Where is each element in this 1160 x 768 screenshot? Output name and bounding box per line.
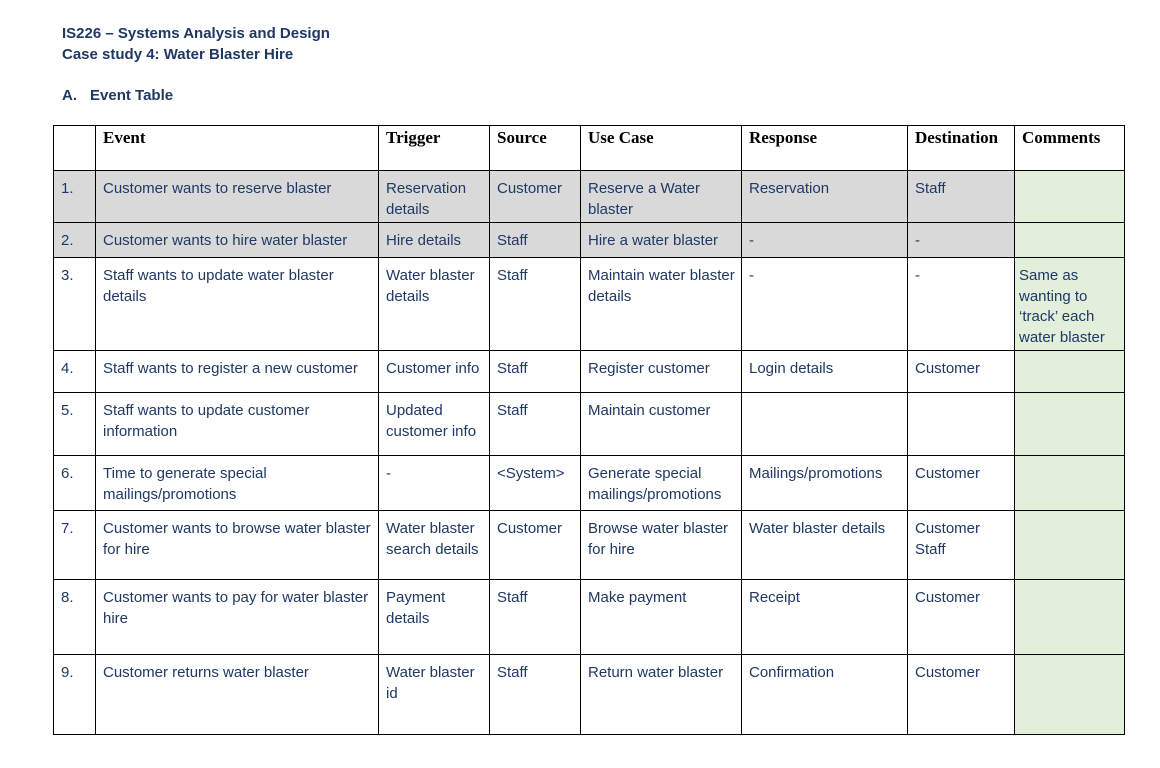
col-header-event: Event bbox=[96, 126, 379, 171]
row-number: 4. bbox=[54, 351, 96, 393]
comments-cell bbox=[1015, 511, 1125, 580]
response-cell: Confirmation bbox=[742, 655, 908, 735]
trigger-cell: Hire details bbox=[379, 223, 490, 258]
destination-cell: - bbox=[908, 258, 1015, 351]
col-header-response: Response bbox=[742, 126, 908, 171]
response-cell: Mailings/promotions bbox=[742, 456, 908, 511]
col-header-comments: Comments bbox=[1015, 126, 1125, 171]
col-header-use-case: Use Case bbox=[581, 126, 742, 171]
table-row bbox=[54, 258, 1125, 351]
col-header-trigger: Trigger bbox=[379, 126, 490, 171]
table-row bbox=[54, 223, 1125, 258]
trigger-cell: Updated customer info bbox=[379, 393, 490, 456]
destination-cell: Customer bbox=[908, 580, 1015, 655]
source-cell: <System> bbox=[490, 456, 581, 511]
use-case-cell: Return water blaster bbox=[581, 655, 742, 735]
trigger-cell: Water blaster id bbox=[379, 655, 490, 735]
use-case-cell: Maintain water blaster details bbox=[581, 258, 742, 351]
source-cell: Customer bbox=[490, 171, 581, 223]
course-title: IS226 – Systems Analysis and Design bbox=[62, 25, 330, 42]
response-cell: - bbox=[742, 258, 908, 351]
response-cell: Receipt bbox=[742, 580, 908, 655]
response-cell: - bbox=[742, 223, 908, 258]
table-row bbox=[54, 655, 1125, 735]
response-cell: Login details bbox=[742, 351, 908, 393]
source-cell: Staff bbox=[490, 580, 581, 655]
section-title: Event Table bbox=[90, 87, 174, 104]
use-case-cell: Maintain customer bbox=[581, 393, 742, 456]
trigger-cell: Reservation details bbox=[379, 171, 490, 223]
destination-cell bbox=[908, 393, 1015, 456]
destination-cell: Customer bbox=[908, 456, 1015, 511]
source-cell: Staff bbox=[490, 258, 581, 351]
col-header-destination: Destination bbox=[908, 126, 1015, 171]
col-header-number bbox=[54, 126, 96, 171]
section-heading bbox=[62, 85, 173, 106]
source-cell: Staff bbox=[490, 351, 581, 393]
row-number: 1. bbox=[54, 171, 96, 223]
event-cell: Time to generate special mailings/promotions bbox=[96, 456, 379, 511]
comments-cell bbox=[1015, 580, 1125, 655]
use-case-cell: Make payment bbox=[581, 580, 742, 655]
event-cell: Customer returns water blaster bbox=[96, 655, 379, 735]
source-cell: Customer bbox=[490, 511, 581, 580]
destination-cell: Customer Staff bbox=[908, 511, 1015, 580]
table-row bbox=[54, 511, 1125, 580]
source-cell: Staff bbox=[490, 655, 581, 735]
trigger-cell: - bbox=[379, 456, 490, 511]
event-cell: Staff wants to register a new customer bbox=[96, 351, 379, 393]
event-cell: Customer wants to reserve blaster bbox=[96, 171, 379, 223]
row-number: 8. bbox=[54, 580, 96, 655]
destination-cell: Customer bbox=[908, 351, 1015, 393]
table-row bbox=[54, 456, 1125, 511]
col-header-source: Source bbox=[490, 126, 581, 171]
comments-cell bbox=[1015, 655, 1125, 735]
row-number: 7. bbox=[54, 511, 96, 580]
event-cell: Customer wants to hire water blaster bbox=[96, 223, 379, 258]
comments-cell bbox=[1015, 171, 1125, 223]
source-cell: Staff bbox=[490, 223, 581, 258]
use-case-cell: Hire a water blaster bbox=[581, 223, 742, 258]
comments-cell bbox=[1015, 456, 1125, 511]
use-case-cell: Register customer bbox=[581, 351, 742, 393]
use-case-cell: Browse water blaster for hire bbox=[581, 511, 742, 580]
use-case-cell: Reserve a Water blaster bbox=[581, 171, 742, 223]
event-cell: Customer wants to browse water blaster for hire bbox=[96, 511, 379, 580]
comments-cell bbox=[1015, 351, 1125, 393]
trigger-cell: Water blaster search details bbox=[379, 511, 490, 580]
comments-cell: Same as wanting to ‘track’ each water blaster bbox=[1015, 258, 1125, 351]
event-table bbox=[53, 125, 1125, 735]
row-number: 3. bbox=[54, 258, 96, 351]
trigger-cell: Water blaster details bbox=[379, 258, 490, 351]
destination-cell: Customer bbox=[908, 655, 1015, 735]
table-row bbox=[54, 393, 1125, 456]
row-number: 6. bbox=[54, 456, 96, 511]
table-row bbox=[54, 580, 1125, 655]
comments-cell bbox=[1015, 393, 1125, 456]
comments-cell bbox=[1015, 223, 1125, 258]
event-cell: Staff wants to update water blaster details bbox=[96, 258, 379, 351]
row-number: 2. bbox=[54, 223, 96, 258]
destination-cell: Staff bbox=[908, 171, 1015, 223]
use-case-cell: Generate special mailings/promotions bbox=[581, 456, 742, 511]
case-study-title: Case study 4: Water Blaster Hire bbox=[62, 46, 294, 63]
response-cell bbox=[742, 393, 908, 456]
event-cell: Customer wants to pay for water blaster hire bbox=[96, 580, 379, 655]
table-header-row bbox=[54, 126, 1125, 171]
trigger-cell: Customer info bbox=[379, 351, 490, 393]
row-number: 9. bbox=[54, 655, 96, 735]
table-row bbox=[54, 351, 1125, 393]
destination-cell: - bbox=[908, 223, 1015, 258]
section-number: A. bbox=[62, 87, 77, 104]
source-cell: Staff bbox=[490, 393, 581, 456]
event-cell: Staff wants to update customer information bbox=[96, 393, 379, 456]
table-row bbox=[54, 171, 1125, 223]
response-cell: Water blaster details bbox=[742, 511, 908, 580]
response-cell: Reservation bbox=[742, 171, 908, 223]
row-number: 5. bbox=[54, 393, 96, 456]
trigger-cell: Payment details bbox=[379, 580, 490, 655]
